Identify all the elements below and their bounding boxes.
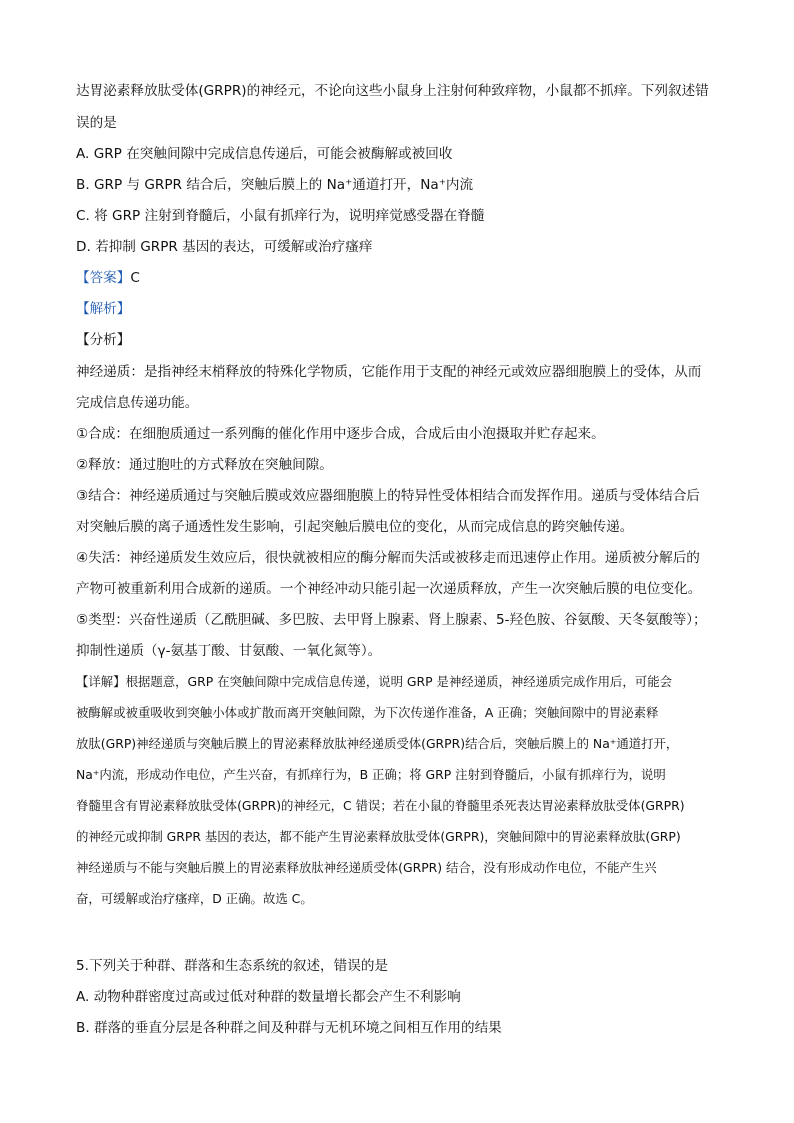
- analysis-line: 抑制性递质（γ-氨基丁酸、甘氨酸、一氧化氮等）。: [76, 643, 382, 659]
- analysis-line: 产物可被重新利用合成新的递质。一个神经冲动只能引起一次递质释放，产生一次突触后膜的电位变化。: [76, 581, 702, 597]
- detail-line: 脊髓里含有胃泌素释放肽受体(GRPR)的神经元，C 错误；若在小鼠的脊髓里杀死表达胃泌素释放肽受体(GRPR): [76, 798, 685, 813]
- answer-value: C: [130, 270, 140, 286]
- analysis-line: 对突触后膜的离子通透性发生影响，引起突触后膜电位的变化，从而完成信息的跨突触传递。: [76, 519, 634, 535]
- option-b: B. GRP 与 GRPR 结合后，突触后膜上的 Na⁺通道打开，Na⁺内流: [76, 177, 474, 193]
- detail-line: 放肽(GRP)神经递质与突触后膜上的胃泌素释放肽神经递质受体(GRPR)结合后，突触后膜上的 Na⁺通道打开，: [76, 736, 679, 751]
- analysis-line: 完成信息传递功能。: [76, 395, 199, 411]
- analysis-line: ③结合：神经递质通过与突触后膜或效应器细胞膜上的特异性受体相结合而发挥作用。递质与受体结合后: [76, 488, 700, 504]
- detail-line: [76, 672, 672, 692]
- fenxi-tag: 【分析】: [76, 332, 131, 348]
- option-a: A. GRP 在突触间隙中完成信息传递后，可能会被酶解或被回收: [76, 146, 453, 162]
- detail-line: 被酶解或被重吸收到突触小体或扩散而离开突触间隙，为下次传递作准备，A 正确；突触间隙中的胃泌素释: [76, 705, 659, 720]
- analysis-line: ②释放：通过胞吐的方式释放在突触间隙。: [76, 457, 333, 473]
- option-b: B. 群落的垂直分层是各种群之间及种群与无机环境之间相互作用的结果: [76, 1020, 502, 1036]
- answer-line: [76, 268, 140, 288]
- analysis-line: ①合成：在细胞质通过一系列酶的催化作用中逐步合成，合成后由小泡摄取并贮存起来。: [76, 426, 605, 442]
- analysis-line: ⑤类型：兴奋性递质（乙酰胆碱、多巴胺、去甲肾上腺素、肾上腺素、5-羟色胺、谷氨酸、天冬氨酸等）；: [76, 612, 707, 628]
- detail-tag: 【详解】: [76, 674, 126, 689]
- answer-tag: 【答案】: [76, 270, 131, 286]
- analysis-line: 神经递质：是指神经末梢释放的特殊化学物质，它能作用于支配的神经元或效应器细胞膜上的受体，从而: [76, 364, 702, 380]
- detail-text: 根据题意，GRP 在突触间隙中完成信息传递，说明 GRP 是神经递质，神经递质完成作用后，可能会: [125, 674, 672, 689]
- analysis-line: ④失活：神经递质发生效应后，很快就被相应的酶分解而失活或被移走而迅速停止作用。递质被分解后的: [76, 550, 700, 566]
- analysis-tag: 【解析】: [76, 301, 131, 317]
- option-c: C. 将 GRP 注射到脊髓后，小鼠有抓痒行为，说明痒觉感受器在脊髓: [76, 208, 485, 224]
- question-stem-line: 误的是: [76, 115, 117, 131]
- question-stem-line: 达胃泌素释放肽受体(GRPR)的神经元，不论向这些小鼠身上注射何种致痒物，小鼠都不抓痒。下列叙述错: [76, 83, 709, 99]
- option-a: A. 动物种群密度过高或过低对种群的数量增长都会产生不利影响: [76, 989, 461, 1005]
- detail-line: 的神经元或抑制 GRPR 基因的表达，都不能产生胃泌素释放肽受体(GRPR)，突触间隙中的胃泌素释放肽(GRP): [76, 829, 681, 844]
- detail-line: 奋，可缓解或治疗瘙痒，D 正确。故选 C。: [76, 891, 313, 906]
- detail-line: Na⁺内流，形成动作电位，产生兴奋，有抓痒行为，B 正确；将 GRP 注射到脊髓后，小鼠有抓痒行为，说明: [76, 767, 666, 782]
- question-5-stem: 5.下列关于种群、群落和生态系统的叙述，错误的是: [76, 958, 389, 974]
- option-d: D. 若抑制 GRPR 基因的表达，可缓解或治疗瘙痒: [76, 239, 373, 255]
- detail-line: 神经递质与不能与突触后膜上的胃泌素释放肽神经递质受体(GRPR) 结合，没有形成动作电位，不能产生兴: [76, 860, 657, 875]
